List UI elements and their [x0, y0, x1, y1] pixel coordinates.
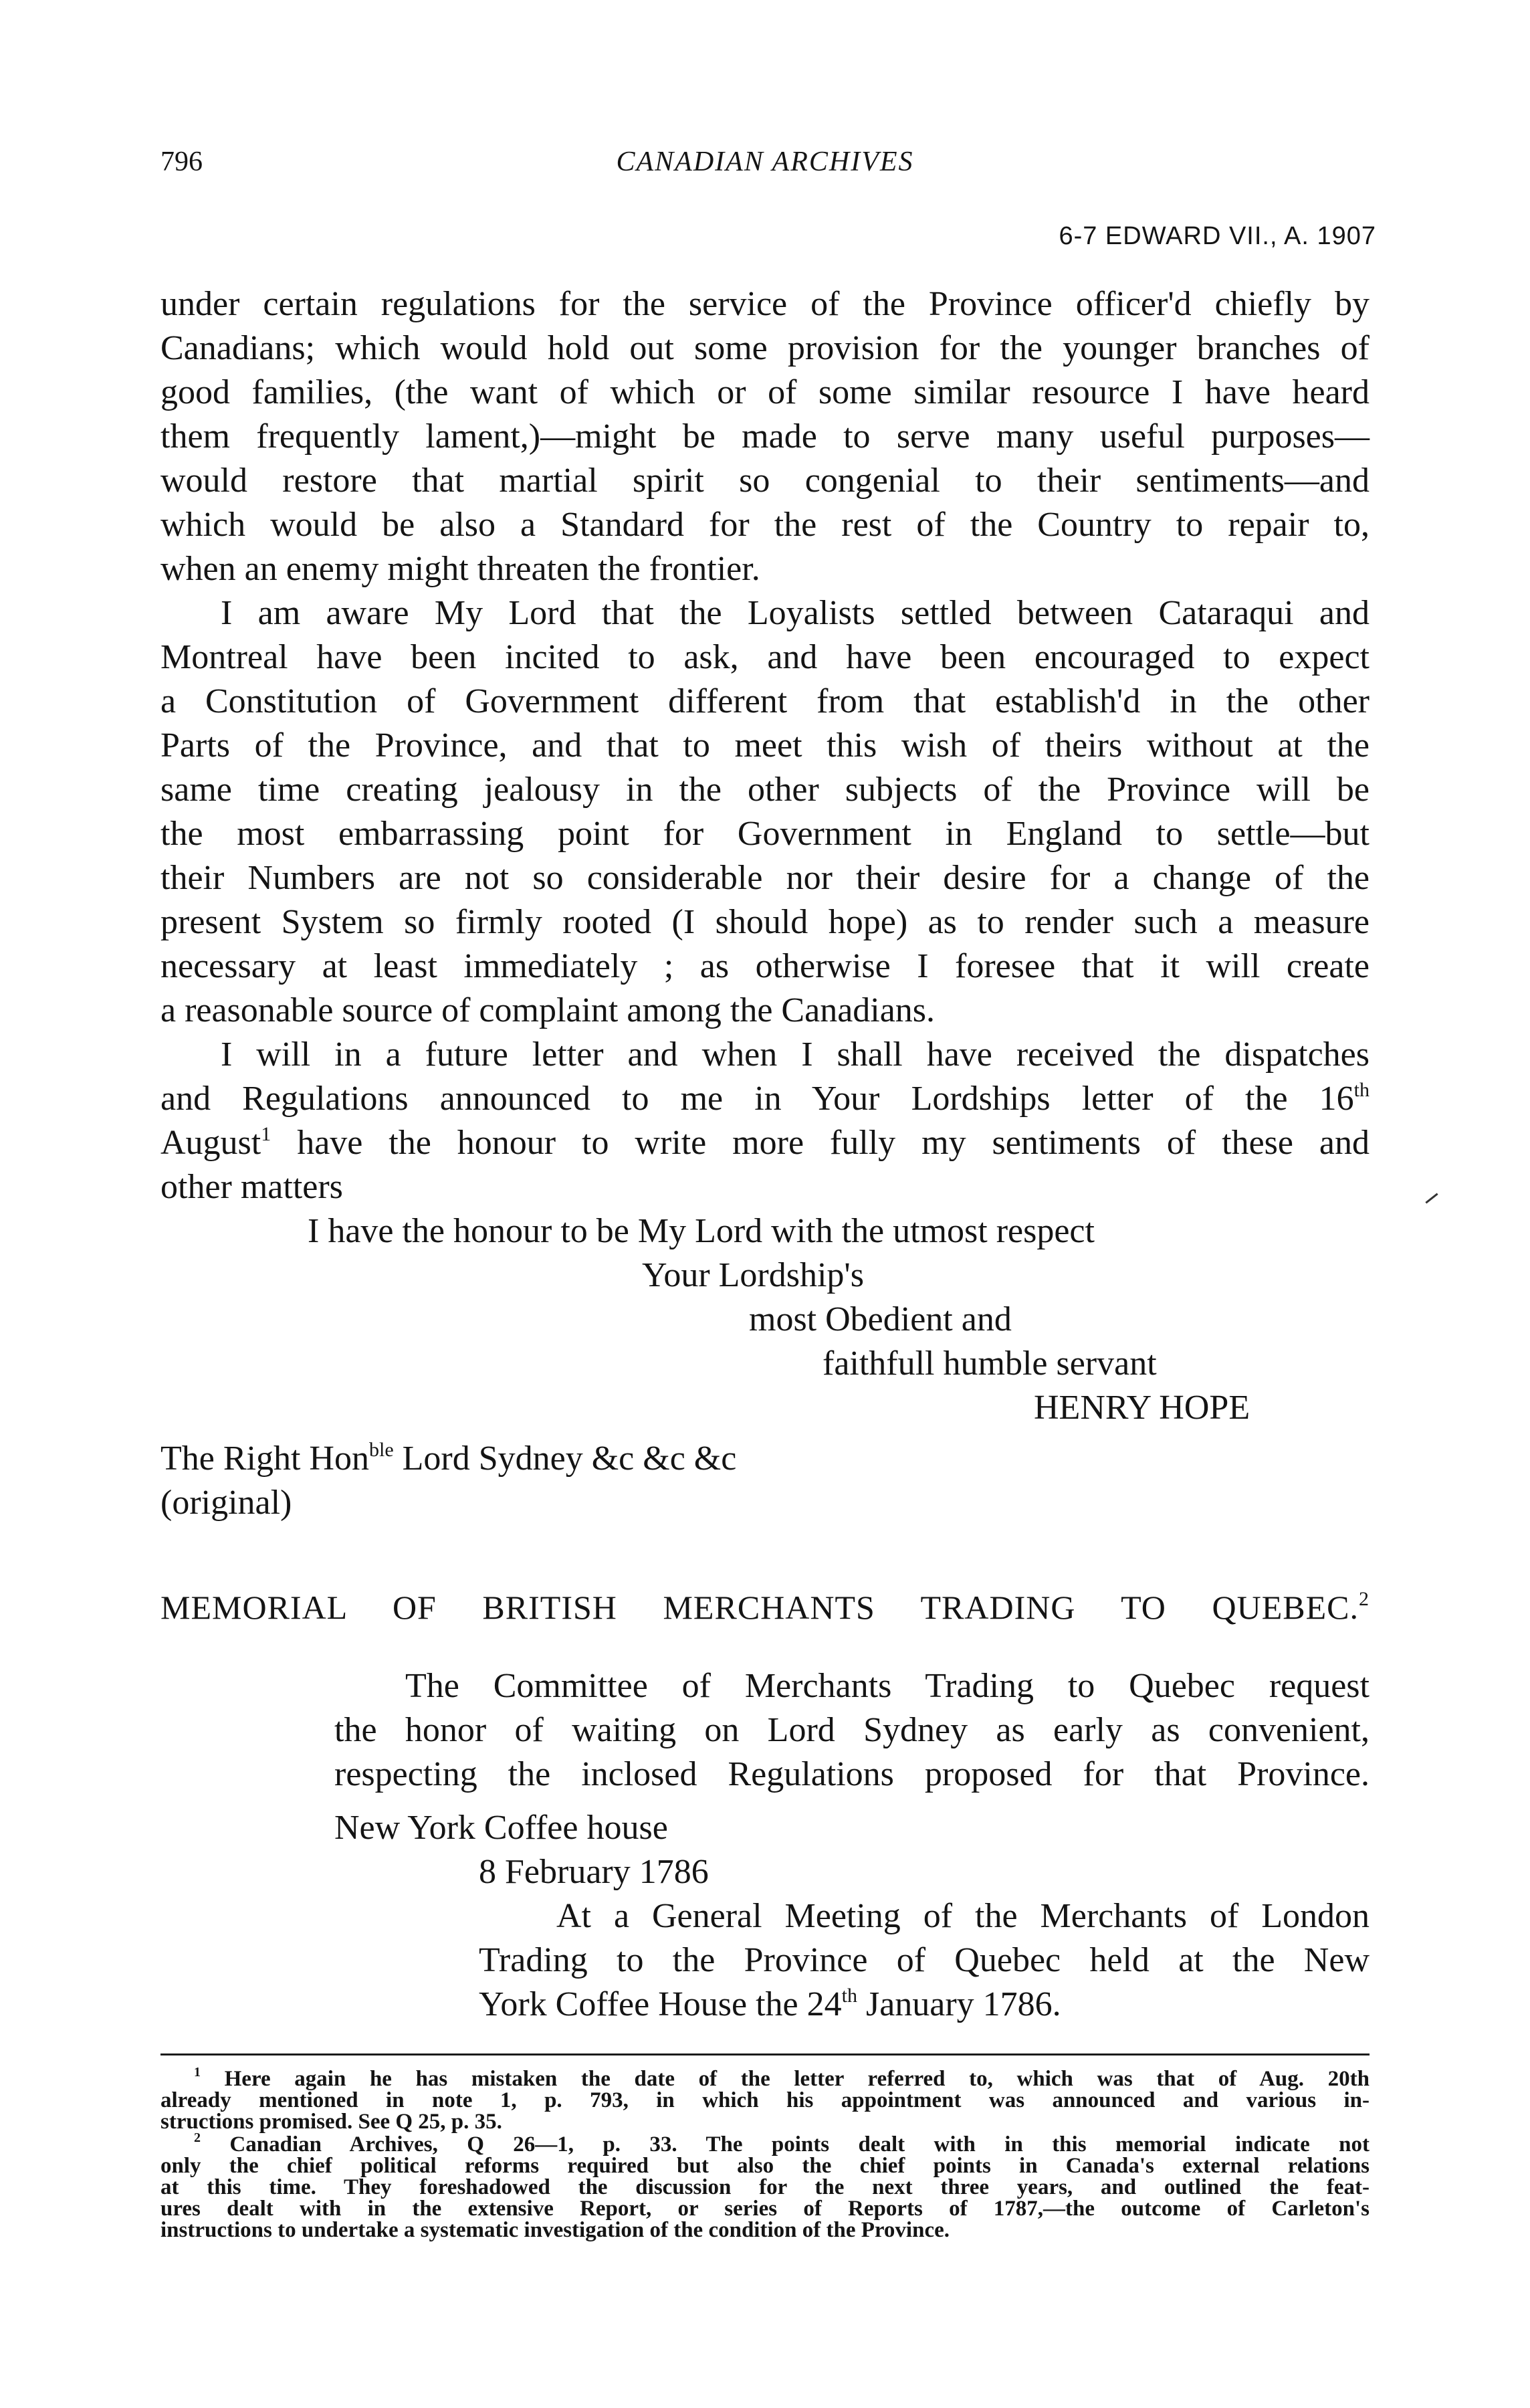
- footnote-ref: 1: [261, 1122, 271, 1145]
- text-line: I will in a future letter and when I shall have received the dispatches: [221, 1035, 1370, 1074]
- superscript: ble: [368, 1438, 394, 1461]
- footnote-line: instructions to undertake a systematic investigation of the condition of the Province.: [160, 2218, 950, 2242]
- text-line: necessary at least immediately ; as otherwise I foresee that it will create: [160, 947, 1370, 985]
- text-line: under certain regulations for the service of the Province officer'd chiefly by: [160, 285, 1370, 323]
- footnote-line: [194, 2065, 1370, 2091]
- footnote-line: already mentioned in note 1, p. 793, in which his appointment was announced and various in-: [160, 2088, 1370, 2112]
- text-run: Canadian Archives, Q 26—1, p. 33. The points dealt with in this memorial indicate not: [229, 2132, 1370, 2156]
- addressee: [160, 1437, 736, 1481]
- section-heading: [160, 1585, 1370, 1629]
- text-line: other matters: [160, 1168, 343, 1206]
- text-run: The Right Hon: [160, 1439, 369, 1478]
- text-line: I am aware My Lord that the Loyalists settled between Cataraqui and: [221, 594, 1370, 632]
- footnote-line: structions promised. See Q 25, p. 35.: [160, 2110, 502, 2134]
- text-line: [160, 1121, 1370, 1165]
- closing-line: Your Lordship's: [642, 1256, 865, 1294]
- text-run: and Regulations announced to me in Your Lordships letter of the 16: [160, 1080, 1354, 1118]
- footnote-number: 2: [194, 2130, 201, 2145]
- text-run: August: [160, 1124, 261, 1162]
- text-line: The Committee of Merchants Trading to Quebec request: [405, 1667, 1370, 1705]
- source-note: (original): [160, 1484, 292, 1522]
- session-label: 6-7 EDWARD VII., A. 1907: [1059, 222, 1376, 250]
- text-line: would restore that martial spirit so congenial to their sentiments—and: [160, 462, 1370, 500]
- page-number: 796: [160, 146, 203, 177]
- text-run: Lord Sydney &c &c &c: [393, 1439, 737, 1478]
- footnote-line: ures dealt with in the extensive Report, or series of Reports of 1787,—the outcome of Carleton's: [160, 2197, 1370, 2221]
- text-line: which would be also a Standard for the rest of the Country to repair to,: [160, 506, 1370, 544]
- text-run: Here again he has mistaken the date of the letter referred to, which was that of Aug. 20th: [224, 2067, 1370, 2091]
- text-line: respecting the inclosed Regulations proposed for that Province.: [334, 1755, 1370, 1793]
- stray-pen-mark: [1425, 1193, 1438, 1204]
- text-line: At a General Meeting of the Merchants of London: [556, 1897, 1370, 1935]
- closing-line: most Obedient and: [749, 1300, 1012, 1338]
- superscript: th: [1353, 1078, 1370, 1101]
- footnote-line: only the chief political reforms required but also the chief points in Canada's external relations: [160, 2154, 1370, 2178]
- footnote-line: [194, 2130, 1370, 2156]
- closing-line: I have the honour to be My Lord with the utmost respect: [308, 1212, 1095, 1250]
- text-run: have the honour to write more fully my sentiments of these and: [271, 1124, 1370, 1162]
- running-title: CANADIAN ARCHIVES: [616, 146, 914, 177]
- text-line: the most embarrassing point for Government in England to settle—but: [160, 815, 1370, 853]
- signature: HENRY HOPE: [1034, 1389, 1250, 1427]
- footnote-line: at this time. They foreshadowed the discussion for the next three years, and outlined the feat-: [160, 2175, 1370, 2199]
- text-line: their Numbers are not so considerable nor their desire for a change of the: [160, 859, 1370, 897]
- text-line: when an enemy might threaten the frontier.: [160, 550, 760, 588]
- text-line: [160, 1077, 1370, 1121]
- text-line: Parts of the Province, and that to meet this wish of theirs without at the: [160, 726, 1370, 765]
- heading-text: MEMORIAL OF BRITISH MERCHANTS TRADING TO QUEBEC.: [160, 1589, 1359, 1626]
- footnote-ref: 2: [1359, 1588, 1370, 1611]
- footnote-rule: [160, 2053, 1370, 2055]
- text-run: York Coffee House the 24: [479, 1985, 842, 2023]
- text-line: them frequently lament,)—might be made to serve many useful purposes—: [160, 417, 1370, 456]
- text-line: Canadians; which would hold out some provision for the younger branches of: [160, 329, 1370, 367]
- text-line: Montreal have been incited to ask, and have been encouraged to expect: [160, 638, 1370, 676]
- text-line: present System so firmly rooted (I should hope) as to render such a measure: [160, 903, 1370, 941]
- text-line: a reasonable source of complaint among the Canadians.: [160, 991, 936, 1029]
- text-line: Trading to the Province of Quebec held at the New: [479, 1941, 1370, 1979]
- text-run: January 1786.: [857, 1985, 1061, 2023]
- text-line: the honor of waiting on Lord Sydney as early as convenient,: [334, 1711, 1370, 1749]
- closing-line: faithfull humble servant: [823, 1344, 1157, 1383]
- superscript: th: [841, 1984, 857, 2007]
- text-line: same time creating jealousy in the other subjects of the Province will be: [160, 771, 1370, 809]
- place-line: New York Coffee house: [334, 1809, 668, 1847]
- text-line: [479, 1983, 1061, 2027]
- text-line: good families, (the want of which or of some similar resource I have heard: [160, 373, 1370, 411]
- footnote-number: 1: [194, 2065, 201, 2080]
- date-line: 8 February 1786: [479, 1853, 709, 1891]
- text-line: a Constitution of Government different from that establish'd in the other: [160, 682, 1370, 720]
